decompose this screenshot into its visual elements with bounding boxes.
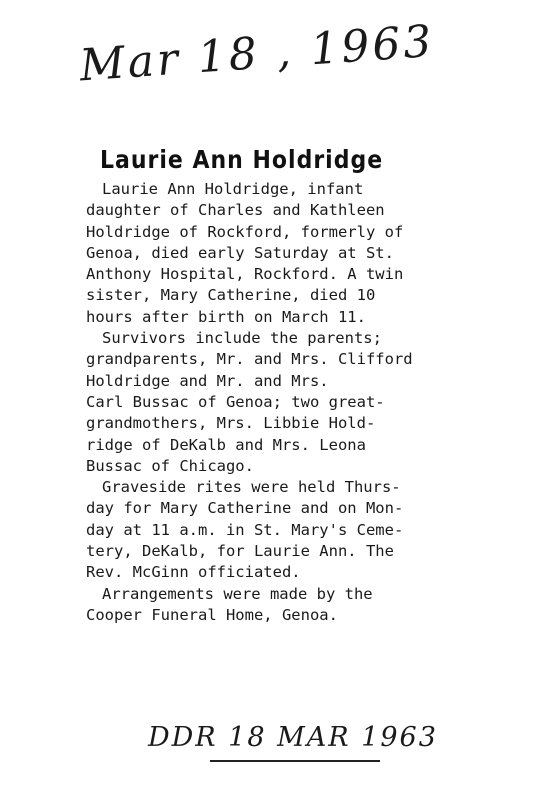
text-line: Rev. McGinn officiated. [86,563,301,582]
source-date-stamp: DDR 18 MAR 1963 [148,722,438,753]
newspaper-clipping [86,148,486,626]
date-underline [210,760,380,762]
obituary-paragraph-survivors [86,328,486,477]
text-line: day at 11 a.m. in St. Mary's Ceme- [86,520,404,539]
text-line: Genoa, died early Saturday at St. [86,243,394,262]
text-line: hours after birth on March 11. [86,307,366,326]
text-line: ridge of DeKalb and Mrs. Leona [86,435,366,454]
obituary-paragraph-services [86,477,486,583]
text-line: Cooper Funeral Home, Genoa. [86,605,338,624]
text-line: Arrangements were made by the [102,584,373,603]
text-line: Anthony Hospital, Rockford. A twin [86,265,404,284]
text-line: Carl Bussac of Genoa; two great- [86,392,385,411]
obituary-paragraph-death [86,179,486,328]
text-line: daughter of Charles and Kathleen [86,201,385,220]
text-line: Laurie Ann Holdridge, infant [102,180,364,198]
obituary-paragraph-arrangements [86,584,486,627]
handwritten-date: Mar 18 , 1963 [77,15,436,92]
text-line: grandmothers, Mrs. Libbie Hold- [86,414,376,433]
text-line: Survivors include the parents; [102,329,382,348]
text-line: Bussac of Chicago. [86,456,254,475]
text-line: tery, DeKalb, for Laurie Ann. The [86,542,394,561]
text-line: Holdridge and Mr. and Mrs. [86,371,329,390]
text-line: grandparents, Mr. and Mrs. Clifford [86,350,413,369]
obituary-headline: Laurie Ann Holdridge [100,146,384,175]
text-line: Graveside rites were held Thurs- [102,478,401,497]
text-line: day for Mary Catherine and on Mon- [86,499,404,518]
text-line: Holdridge of Rockford, formerly of [86,222,404,241]
text-line: sister, Mary Catherine, died 10 [86,286,376,305]
